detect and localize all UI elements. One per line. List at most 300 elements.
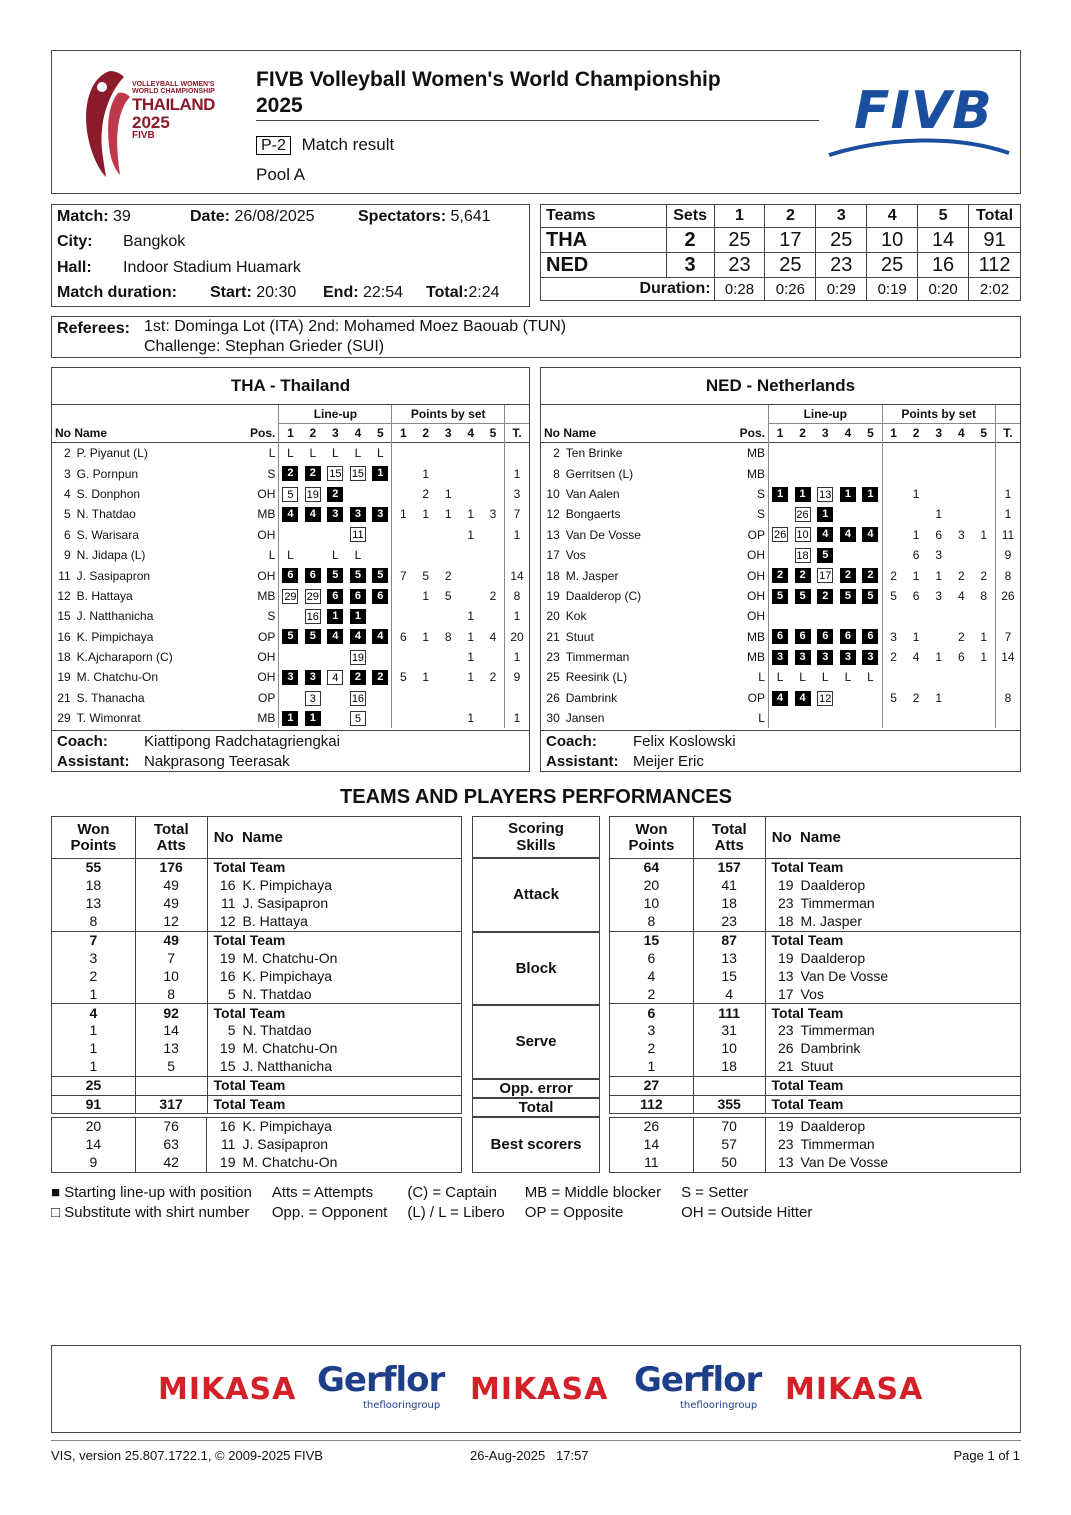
perf-player	[207, 1022, 462, 1040]
perf-player	[207, 1058, 462, 1076]
perf-player-number: 11	[220, 895, 236, 912]
player-name: Reesink (L)	[565, 670, 628, 685]
player-position: OH	[746, 609, 765, 624]
lineup-cell	[837, 525, 860, 545]
lineup-cell	[347, 708, 370, 728]
set-points	[459, 565, 482, 585]
score-set: 25	[867, 253, 918, 278]
starting-position: 5	[327, 568, 343, 583]
score-set: 10	[867, 228, 918, 253]
perf-player-number: 16	[219, 967, 236, 984]
set-points	[482, 688, 505, 708]
won-points: 1	[52, 985, 136, 1003]
starting-position: 1	[282, 711, 298, 726]
set-points	[973, 504, 996, 524]
perf-row	[610, 1004, 1021, 1022]
player-name: K.Ajcharaporn (C)	[76, 650, 173, 665]
lineup-cell: L	[279, 443, 302, 464]
event-logo-line1: VOLLEYBALL WOMEN'S	[132, 81, 215, 88]
set-points	[927, 606, 950, 626]
lineup-cell	[324, 688, 347, 708]
starting-position: 2	[840, 568, 856, 583]
set-points	[973, 688, 996, 708]
lineup-set-header: 5	[867, 426, 874, 440]
starting-position: 3	[817, 650, 833, 665]
won-points-header	[610, 817, 694, 859]
player-total: 1	[995, 504, 1020, 524]
perf-player	[207, 949, 462, 967]
perf-player-name: Total Team	[771, 1004, 844, 1021]
lineup-cell	[814, 525, 837, 545]
won-header-line2: Points	[70, 836, 117, 854]
won-points: 6	[610, 949, 694, 967]
player-name: J. Sasipapron	[76, 568, 151, 583]
lineup-cell	[791, 443, 814, 464]
player-number: 11	[58, 568, 71, 583]
perf-row	[610, 859, 1021, 877]
set-points	[459, 586, 482, 606]
set-points	[905, 463, 928, 483]
player-row	[52, 443, 529, 464]
perf-player-name: J. Sasipapron	[242, 1136, 329, 1153]
starting-position: 5	[372, 568, 388, 583]
substitute-number: 17	[819, 570, 832, 583]
lineup-cell	[859, 463, 882, 483]
won-points: 4	[610, 967, 694, 985]
perf-player	[207, 1095, 462, 1114]
set-points: 1	[422, 629, 429, 644]
player-total: 1	[505, 708, 529, 728]
player-number: 6	[63, 527, 71, 542]
total-attempts: 50	[693, 1154, 765, 1172]
lineup-cell	[814, 586, 837, 606]
lineup-cell	[814, 484, 837, 504]
perf-row	[610, 913, 1021, 931]
total-attempts: 14	[135, 1022, 207, 1040]
assistant-name: Meijer Eric	[633, 753, 704, 770]
starting-position: 2	[772, 568, 788, 583]
set-points	[950, 667, 973, 687]
score-header-set2: 2	[765, 205, 816, 228]
set-points: 2	[980, 568, 988, 583]
player-position: MB	[257, 588, 276, 603]
starting-position: 5	[862, 589, 878, 604]
total-attempts: 41	[693, 877, 765, 895]
mikasa-logo: MIKASA	[470, 1372, 609, 1407]
footer-version: VIS, version 25.807.1722.1, © 2009-2025 FIVB	[51, 1448, 323, 1463]
player-total: 1	[995, 484, 1020, 504]
total-attempts: 13	[693, 949, 765, 967]
won-points: 13	[52, 895, 136, 913]
player-position: MB	[746, 650, 765, 665]
lineup-cell	[324, 667, 347, 687]
perf-row	[610, 895, 1021, 913]
set-points	[905, 443, 928, 464]
player-total: 1	[505, 525, 529, 545]
lineup-cell	[859, 443, 882, 464]
perf-row	[52, 913, 462, 931]
won-header-line1: Won	[77, 820, 110, 838]
perf-player-number: 13	[777, 1154, 794, 1171]
lineup-cell	[837, 443, 860, 464]
set-points	[927, 463, 950, 483]
player-number: 13	[546, 527, 560, 542]
total-time: 2:24	[468, 284, 500, 301]
score-total: 91	[969, 228, 1021, 253]
score-total: 112	[969, 253, 1021, 278]
starting-position: 1	[372, 466, 388, 481]
player-position: OP	[747, 527, 765, 542]
gerflor-logo	[634, 1360, 761, 1411]
set-points	[437, 525, 460, 545]
set-points: 1	[935, 568, 943, 583]
won-points: 2	[610, 1040, 694, 1058]
player-total: 7	[995, 627, 1020, 647]
substitute-number: 15	[329, 468, 342, 481]
substitute-number: 13	[819, 488, 832, 501]
lineup-cell	[302, 606, 325, 626]
player-row	[52, 565, 529, 585]
player-name: M. Jasper	[565, 568, 619, 583]
player-total: 7	[505, 504, 529, 524]
perf-row	[610, 1040, 1021, 1058]
perf-player-number: 11	[220, 1136, 236, 1153]
won-points: 26	[610, 1118, 694, 1136]
player-position: OH	[746, 548, 765, 563]
set-points	[414, 525, 437, 545]
set-points: 1	[912, 568, 920, 583]
referees-label: Referees:	[57, 320, 130, 337]
atts-header-line2: Atts	[714, 836, 744, 854]
won-points: 9	[52, 1154, 136, 1172]
lineup-cell: L	[821, 670, 829, 685]
lineup-cell	[814, 463, 837, 483]
spectators-count: 5,641	[450, 208, 491, 225]
player-position: OH	[257, 568, 276, 583]
player-number: 16	[57, 629, 71, 644]
perf-player-name: Stuut	[800, 1058, 834, 1075]
set-points: 1	[467, 650, 475, 665]
end-time: 22:54	[363, 284, 404, 301]
set-points: 2	[489, 670, 497, 685]
perf-player-name: Daalderop	[800, 949, 866, 966]
perf-player-name: Daalderop	[800, 1118, 866, 1135]
player-name: M. Chatchu-On	[76, 670, 159, 685]
lineup-cell	[768, 688, 791, 708]
perf-row	[610, 877, 1021, 895]
won-points: 1	[610, 1058, 694, 1076]
player-position: MB	[746, 466, 765, 481]
perf-row	[610, 1022, 1021, 1040]
perf-player-name: Total Team	[213, 859, 286, 876]
set-points	[882, 463, 905, 483]
lineup-cell	[768, 565, 791, 585]
set-points	[882, 606, 905, 626]
won-points: 11	[610, 1154, 694, 1172]
score-set: 17	[765, 228, 816, 253]
perf-player	[765, 1095, 1020, 1114]
set-points	[459, 443, 482, 464]
perf-player	[207, 1040, 462, 1058]
legend-item: OP = Opposite	[524, 1203, 624, 1221]
set-points	[905, 667, 928, 687]
lineup-cell	[837, 688, 860, 708]
lineup-cell	[859, 708, 882, 728]
set-points: 1	[467, 711, 475, 726]
player-name: Dambrink	[565, 690, 618, 705]
player-row	[52, 586, 529, 606]
set-points	[905, 504, 928, 524]
lineup-cell	[369, 667, 392, 687]
lineup-cell: L	[799, 670, 806, 685]
referees-line1: 1st: Dominga Lot (ITA) 2nd: Mohamed Moez Baouab (TUN)	[144, 318, 567, 335]
set-points: 1	[467, 629, 475, 644]
header-box	[51, 50, 1021, 194]
set-points: 3	[935, 548, 943, 563]
perf-player	[207, 1118, 462, 1136]
substitute-number: 15	[351, 468, 365, 481]
lineup-cell	[837, 504, 860, 524]
set-points	[459, 484, 482, 504]
set-points: 6	[912, 548, 920, 563]
perf-row	[610, 1154, 1021, 1172]
perf-row	[52, 877, 462, 895]
set-points: 1	[912, 527, 920, 542]
player-number: 25	[546, 670, 560, 685]
doc-code: P-2	[256, 136, 291, 155]
player-row	[541, 504, 1020, 524]
starting-position: 5	[305, 629, 321, 644]
set-points: 1	[980, 527, 988, 542]
lineup-cell	[302, 484, 325, 504]
set-duration: 0:26	[765, 278, 816, 301]
lineup-cell	[791, 484, 814, 504]
set-points: 8	[444, 629, 452, 644]
starting-position: 6	[372, 589, 388, 604]
lineup-cell	[324, 504, 347, 524]
set-points	[973, 667, 996, 687]
starting-position: 1	[772, 487, 788, 502]
perf-row	[52, 895, 462, 913]
total-attempts: 57	[693, 1136, 765, 1154]
player-position: L	[268, 548, 276, 563]
no-name-header: No Name	[771, 829, 841, 846]
set-points: 1	[422, 466, 429, 481]
set-points	[459, 688, 482, 708]
skill-label: Total	[472, 1098, 600, 1117]
set-points: 3	[935, 588, 943, 603]
legend-item: □ Substitute with shirt number	[51, 1203, 250, 1221]
player-row	[541, 667, 1020, 687]
set-points	[882, 667, 905, 687]
perf-header-row	[610, 817, 1021, 859]
starting-position: 6	[795, 629, 811, 644]
lineup-cell	[791, 647, 814, 667]
perf-player	[765, 877, 1020, 895]
lineup-cell	[814, 688, 837, 708]
skill-label: Serve	[472, 1005, 600, 1079]
lineup-cell	[369, 627, 392, 647]
lineup-cell	[814, 545, 837, 565]
total-attempts: 10	[135, 967, 207, 985]
starting-position: 4	[840, 527, 856, 542]
total-attempts: 157	[693, 859, 765, 877]
set-points	[950, 688, 973, 708]
atts-header-line1: Total	[711, 820, 747, 838]
player-row	[541, 688, 1020, 708]
total-attempts: 76	[135, 1118, 207, 1136]
perf-player	[765, 859, 1020, 877]
total-attempts: 18	[693, 895, 765, 913]
score-set: 14	[918, 228, 969, 253]
perf-player	[765, 931, 1020, 949]
match-date: 26/08/2025	[234, 208, 315, 225]
score-row-ned	[541, 253, 1021, 278]
total-attempts: 92	[135, 1004, 207, 1022]
player-row	[52, 627, 529, 647]
player-total	[505, 545, 529, 565]
set-points	[882, 484, 905, 504]
player-number: 19	[546, 588, 560, 603]
set-points	[482, 606, 505, 626]
skill-label: Block	[472, 932, 600, 1006]
event-logo-figure	[80, 67, 132, 179]
set-points	[392, 606, 415, 626]
lineup-cell	[837, 708, 860, 728]
player-name: Kok	[565, 609, 587, 624]
perf-row	[610, 1118, 1021, 1136]
lineup-cell	[324, 647, 347, 667]
starting-position: 4	[772, 691, 788, 706]
set-points	[414, 708, 437, 728]
set-points	[459, 463, 482, 483]
perf-player-name: Total Team	[213, 1077, 286, 1094]
player-position: OH	[257, 527, 276, 542]
performance-title: TEAMS AND PLAYERS PERFORMANCES	[340, 786, 732, 808]
substitute-number: 3	[305, 691, 321, 706]
player-number: 12	[57, 588, 71, 603]
player-total: 9	[505, 667, 529, 687]
lineup-cell	[347, 525, 370, 545]
lineup-cell	[324, 606, 347, 626]
lineup-cell	[324, 627, 347, 647]
footer-rule	[51, 1440, 1021, 1441]
total-attempts: 12	[135, 913, 207, 931]
won-points-header	[52, 817, 136, 859]
atts-header-line1: Total	[153, 820, 189, 838]
starting-position: 4	[327, 629, 343, 644]
set-duration: 0:28	[714, 278, 765, 301]
player-row	[541, 627, 1020, 647]
starting-position: 2	[327, 487, 343, 502]
event-logo-line3: THAILAND	[132, 94, 215, 114]
won-points: 18	[52, 877, 136, 895]
player-total: 11	[995, 525, 1020, 545]
points-set-header: 3	[444, 426, 452, 440]
total-attempts: 70	[693, 1118, 765, 1136]
set-points	[437, 545, 460, 565]
player-total	[505, 443, 529, 464]
starting-position: 1	[795, 487, 811, 502]
player-position: OP	[258, 690, 276, 705]
total-attempts: 49	[135, 895, 207, 913]
perf-row	[52, 1118, 462, 1136]
set-points	[392, 484, 415, 504]
legend-item: S = Setter	[681, 1183, 749, 1201]
total-attempts: 63	[135, 1136, 207, 1154]
perf-player-name: Timmerman	[800, 1136, 875, 1153]
set-points	[950, 545, 973, 565]
lineup-cell: L	[376, 446, 384, 461]
player-number: 21	[57, 690, 71, 705]
score-sets: 2	[666, 228, 714, 253]
set-points	[950, 484, 973, 504]
substitute-number: 12	[819, 692, 832, 705]
set-points: 6	[958, 650, 965, 665]
set-points: 2	[422, 486, 429, 501]
player-number: 12	[546, 507, 560, 522]
perf-header	[51, 816, 462, 858]
starting-position: 5	[795, 589, 811, 604]
points-set-header: 1	[392, 424, 415, 443]
player-total: 8	[995, 688, 1020, 708]
lineup-set-header: 5	[376, 426, 384, 440]
starting-position: 6	[350, 589, 366, 604]
starting-position: 3	[350, 507, 366, 522]
lineup-cell	[837, 606, 860, 626]
won-points: 55	[52, 859, 136, 877]
set-points: 2	[882, 565, 905, 585]
match-number: 39	[113, 208, 131, 225]
score-header-row	[541, 205, 1021, 228]
lineup-cell	[302, 525, 325, 545]
set-points	[392, 463, 415, 483]
substitute-number: 29	[306, 590, 319, 603]
starting-position: 4	[305, 507, 321, 522]
perf-player-number: 19	[219, 1040, 236, 1057]
perf-player	[207, 1004, 462, 1022]
set-points: 3	[882, 627, 905, 647]
player-name: S. Donphon	[76, 486, 141, 501]
atts-header-line2: Atts	[156, 836, 186, 854]
total-attempts	[693, 1076, 765, 1095]
set-points	[950, 606, 973, 626]
score-team: NED	[541, 253, 667, 278]
skills-header-line2: Skills	[516, 837, 556, 854]
event-logo-line4: 2025	[132, 112, 170, 132]
lineup-cell	[302, 627, 325, 647]
perf-player-name: Timmerman	[800, 1022, 875, 1039]
player-name: Timmerman	[565, 650, 630, 665]
lineup-cell	[302, 586, 325, 606]
perf-player-name: Total Team	[771, 1077, 844, 1094]
starting-position: 3	[372, 507, 388, 522]
player-number: 21	[546, 629, 560, 644]
lineup-cell	[369, 565, 392, 585]
roster-table	[52, 405, 529, 728]
set-points	[973, 463, 996, 483]
set-points	[437, 463, 460, 483]
starting-position: 4	[817, 527, 833, 542]
lineup-set-header: 1	[768, 424, 791, 443]
lineup-cell	[302, 545, 325, 565]
lineup-cell: L	[844, 670, 852, 685]
set-points	[973, 545, 996, 565]
set-points: 8	[980, 588, 988, 603]
starting-position: 6	[817, 629, 833, 644]
hall-value: Indoor Stadium Huamark	[123, 259, 301, 276]
player-position: S	[267, 466, 276, 481]
